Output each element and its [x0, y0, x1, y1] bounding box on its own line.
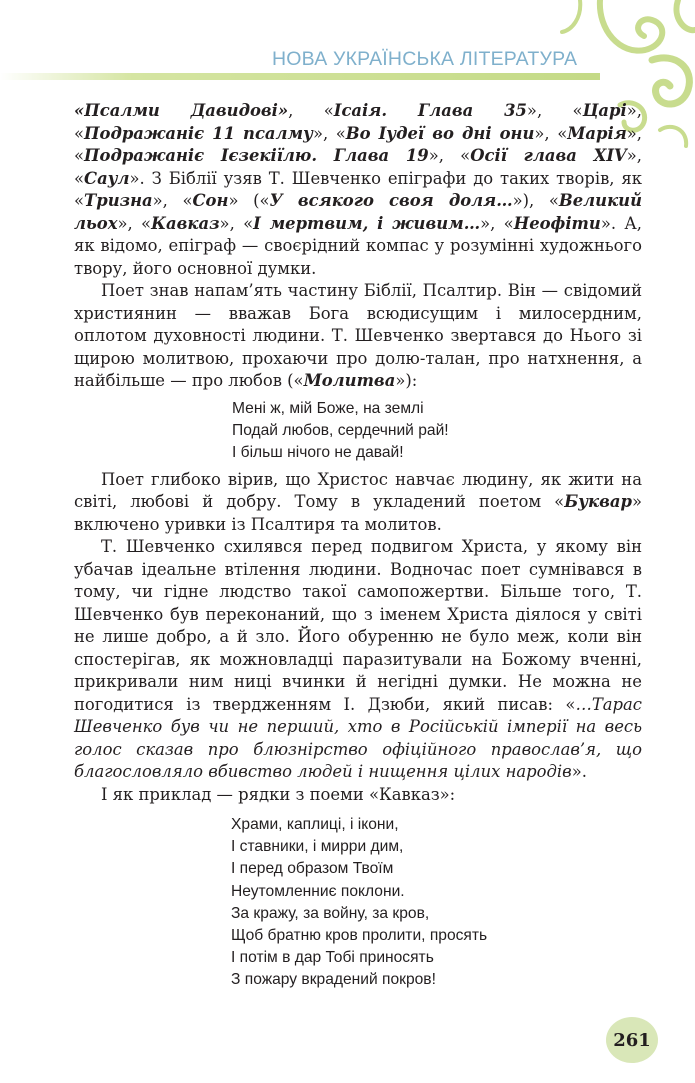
paragraph-christ: Т. Шевченко схилявся перед подвигом Христа, у якому він убачав ідеальне втілення людини. Водночас поет сумнівався в тому, чи гідне людство такої самопожертви. Більше того, Т. Шевченко був переконаний, що з іменем Христа діялося у світі не лише добро, а й зло. Його обуренню не було меж, коли він спостерігав, як можновладці паразитували на Божому вченні, прикривали ним ниці вчинки й негідні думки. Не можна не погодитися із твердженням І. Дзюби, який писав: «…Тарас Шевченко був чи не перший, хто в Російській імперії на весь голос сказав про блюзнірство офіційного православ’я, що благословляло вбивство людей і нищення цілих народів». [74, 537, 642, 782]
poem-line: Храми, каплиці, і ікони, [231, 816, 399, 834]
page-header-title: НОВА УКРАЇНСЬКА ЛІТЕРАТУРА [272, 48, 578, 70]
poem-excerpt-molytva [74, 398, 642, 464]
paragraph-psalter: Поет знав напам’ять частину Біблії, Псалтир. Він — свідомий християнин — вважав Бога всюдисущим і милосердним, оплотом духовності людини. Т. Шевченко звертався до Нього зі щирою молитвою, прохаючи про долю-талан, про натхнення, а найбільше — про любов («Молитва»): [74, 281, 642, 390]
paragraph-bukvar: Поет глибоко вірив, що Христос навчає людину, як жити на світі, любові й добру. Тому в укладений поетом «Буквар» включено уривки із Псалтиря та молитов. [74, 469, 642, 534]
page-body [74, 100, 642, 996]
paragraph-kavkaz-intro: І як приклад — рядки з поеми «Кавказ»: [101, 784, 456, 804]
poem-excerpt-kavkaz [74, 814, 642, 991]
page-number: 261 [606, 1017, 658, 1063]
poem-line: З пожару вкрадений покров! [231, 970, 436, 988]
poem-line: І ставники, і мирри дим, [231, 838, 404, 856]
poem-line: За кражу, за войну, за кров, [231, 904, 430, 922]
poem-line: Неутомленниє поклони. [231, 882, 405, 900]
header-divider [0, 73, 600, 80]
poem-line: І перед образом Твоїм [231, 860, 394, 878]
poem-line: Подай любов, сердечний рай! [232, 421, 449, 439]
paragraph-biblical-works: «Псалми Давидові», «Ісаія. Глава 35», «Царі», «Подражаніє 11 псалму», «Во Іудеї во дні они», «Марія», «Подражаніє Ієзекіїлю. Глава 19», «Осії глава XIV», «Саул». З Біблії узяв Т. Шевченко епіграфи до таких творів, як «Тризна», «Сон» («У всякого своя доля…»), «Великий льох», «Кавказ», «І мертвим, і живим…», «Неофіти». А, як відомо, епіграф — своєрідний компас у розумінні художнього твору, його основної думки. [74, 101, 642, 278]
poem-line: Щоб братню кров пролити, просять [231, 926, 488, 944]
poem-line: І більш нічого не давай! [232, 443, 404, 461]
poem-line: Мені ж, мій Боже, на землі [232, 399, 424, 417]
poem-line: І потім в дар Тобі приносять [231, 948, 434, 966]
